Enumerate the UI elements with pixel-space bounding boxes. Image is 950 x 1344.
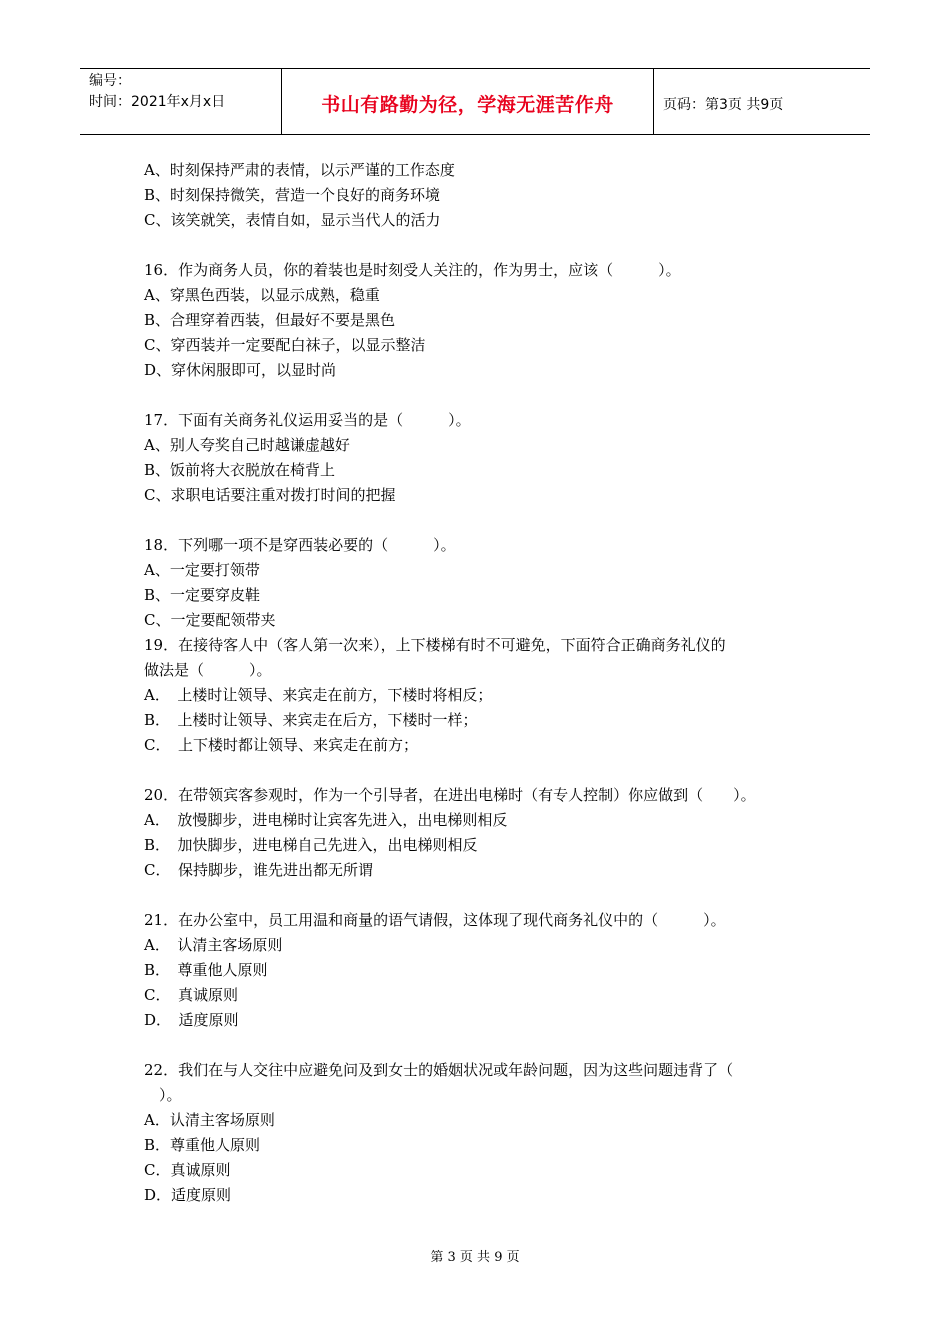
text-line: C． 保持脚步，谁先进出都无所谓 <box>144 861 373 879</box>
text-line: 22．我们在与人交往中应避免问及到女士的婚姻状况或年龄问题，因为这些问题违背了（ <box>144 1061 734 1079</box>
text-line: C． 上下楼时都让领导、来宾走在前方； <box>144 736 418 754</box>
text-line: 18．下列哪一项不是穿西装必要的（ ）。 <box>144 536 456 554</box>
text-line: B、饭前将大衣脱放在椅背上 <box>144 461 336 479</box>
text-line: A． 上楼时让领导、来宾走在前方，下楼时将相反； <box>144 686 493 704</box>
question-content <box>144 158 824 1208</box>
text-line: B． 加快脚步，进电梯自己先进入，出电梯则相反 <box>144 836 478 854</box>
footer-page-number: 第 3 页 共 9 页 <box>430 1250 520 1265</box>
text-line: 做法是（ ）。 <box>144 661 272 679</box>
number-label: 编号： <box>89 73 131 89</box>
text-line: C、求职电话要注重对拨打时间的把握 <box>144 486 396 504</box>
text-line: A． 放慢脚步，进电梯时让宾客先进入，出电梯则相反 <box>144 811 508 829</box>
header-left-cell <box>80 69 281 134</box>
blank-line <box>144 233 824 258</box>
text-line: D． 适度原则 <box>144 1011 239 1029</box>
text-line: 17．下面有关商务礼仪运用妥当的是（ ）。 <box>144 411 471 429</box>
text-line: C、穿西装并一定要配白袜子，以显示整洁 <box>144 336 426 354</box>
text-line: ）。 <box>144 1086 182 1104</box>
time-label: 时间：2021年x月x日 <box>89 94 226 110</box>
header-motto-cell <box>281 69 654 134</box>
text-line: A、别人夸奖自己时越谦虚越好 <box>144 436 350 454</box>
text-line: B、时刻保持微笑，营造一个良好的商务环境 <box>144 186 441 204</box>
text-line: 19．在接待客人中（客人第一次来），上下楼梯有时不可避免，下面符合正确商务礼仪的 <box>144 636 726 654</box>
text-line: B、一定要穿皮鞋 <box>144 586 261 604</box>
text-line: C、该笑就笑，表情自如，显示当代人的活力 <box>144 211 441 229</box>
text-line: B．尊重他人原则 <box>144 1136 261 1154</box>
blank-line <box>144 883 824 908</box>
header-page-cell <box>654 69 870 134</box>
text-line: 20．在带领宾客参观时，作为一个引导者，在进出电梯时（有专人控制）你应做到（ ）。 <box>144 786 756 804</box>
text-line: A、一定要打领带 <box>144 561 260 579</box>
text-line: A．认清主客场原则 <box>144 1111 275 1129</box>
text-line: B． 尊重他人原则 <box>144 961 268 979</box>
blank-line <box>144 1033 824 1058</box>
page-footer <box>0 1246 950 1265</box>
page-info: 页码：第3页 共9页 <box>663 96 784 113</box>
text-line: B． 上楼时让领导、来宾走在后方，下楼时一样； <box>144 711 478 729</box>
text-line: A． 认清主客场原则 <box>144 936 283 954</box>
text-line: B、合理穿着西装，但最好不要是黑色 <box>144 311 396 329</box>
blank-line <box>144 758 824 783</box>
motto-text: 书山有路勤为径，学海无涯苦作舟 <box>321 94 614 116</box>
page-header <box>80 68 870 135</box>
blank-line <box>144 508 824 533</box>
text-line: A、时刻保持严肃的表情，以示严谨的工作态度 <box>144 161 455 179</box>
text-line: 21．在办公室中，员工用温和商量的语气请假，这体现了现代商务礼仪中的（ ）。 <box>144 911 726 929</box>
text-line: 16．作为商务人员，你的着装也是时刻受人关注的，作为男士，应该（ ）。 <box>144 261 681 279</box>
text-line: D、穿休闲服即可，以显时尚 <box>144 361 337 379</box>
text-line: C、一定要配领带夹 <box>144 611 276 629</box>
text-line: A、穿黑色西装，以显示成熟，稳重 <box>144 286 380 304</box>
text-line: C． 真诚原则 <box>144 986 238 1004</box>
text-line: D．适度原则 <box>144 1186 232 1204</box>
text-line: C．真诚原则 <box>144 1161 231 1179</box>
blank-line <box>144 383 824 408</box>
